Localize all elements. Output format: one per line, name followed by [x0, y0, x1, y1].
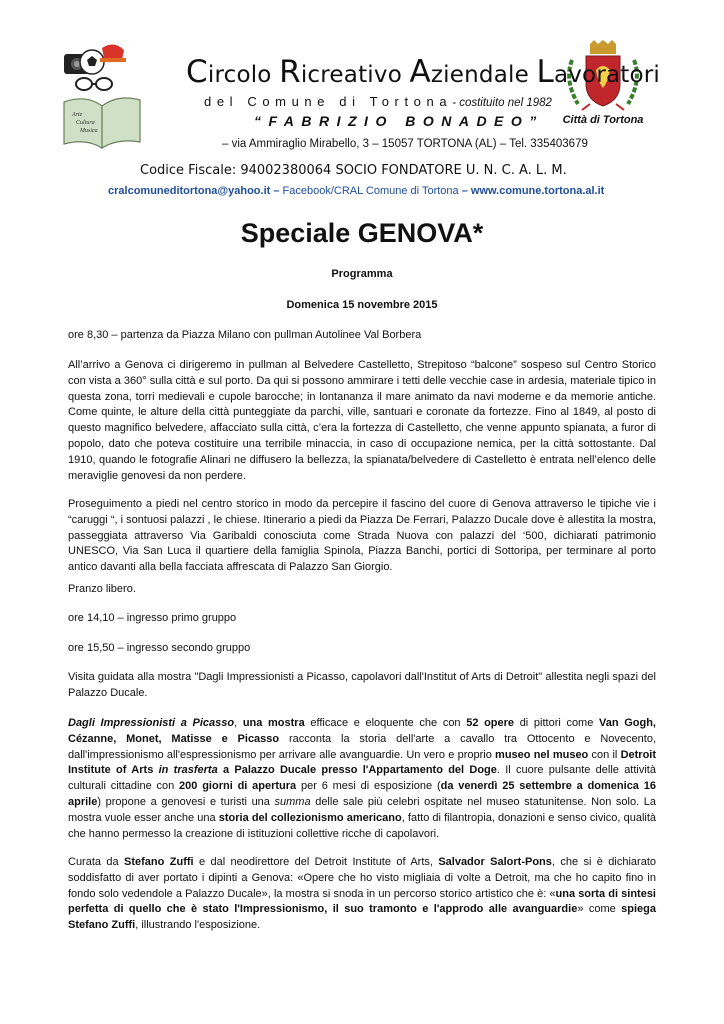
- text-run: ) propone a genovesi e turisti una: [97, 795, 275, 808]
- entry-second-group: ore 15,50 – ingresso secondo gruppo: [68, 642, 251, 654]
- title-cap-1: C: [186, 54, 208, 90]
- facebook-link[interactable]: Facebook/CRAL Comune di Tortona: [282, 185, 459, 197]
- title-rest-3: ziendale: [430, 62, 537, 88]
- text-run: efficace e eloquente che con: [304, 717, 467, 729]
- page-title: Speciale GENOVA*: [240, 218, 484, 248]
- text-run: Van Gogh, Cézanne, Monet, Matisse e Picasso: [68, 717, 656, 745]
- title-cap-4: L: [536, 54, 554, 90]
- lunch-line: Pranzo libero.: [68, 583, 136, 595]
- org-address: – via Ammiraglio Mirabello, 3 – 15057 TORTONA (AL) – Tel. 335403679: [222, 138, 588, 150]
- title-cap-2: R: [279, 54, 301, 90]
- logo-text-2: Cultura: [76, 120, 95, 126]
- text-run: e dal neodirettore del Detroit Institute of Arts,: [193, 856, 439, 868]
- cral-logo: [58, 40, 148, 152]
- text-run: » come: [577, 903, 622, 916]
- paragraph-visit: Visita guidata alla mostra "Dagli Impressionisti a Picasso, capolavori dall'Institut of Arts di Detroit" allestita negli spazi del Palazzo Ducale.: [68, 671, 656, 699]
- paragraph-walk: Proseguimento a piedi nel centro storico in modo da percepire il fascino del cuore di Genova attraverso le tipiche vie i “caruggi “, i sontuosi palazzi , le chiese. Itinerario a piedi da Piazza De Ferrari, Palazzo Ducale dove è allestita la mostra, passeggiata attraverso Via Garibaldi conosciuta come Strada Nuova con palazzi del ‘500, dichiarati patrimonio UNESCO, Via San Luca il quartiere della famiglia Spinola, Piazza Banchi, portici di Sottoripa, per terminare al porto antico davanti alla bella facciata affrescata di Palazzo San Giorgio.: [68, 498, 656, 574]
- contacts-line: [108, 185, 604, 197]
- text-run: delle sale più celebri ospitate nel museo statunitense. Non solo. La mostra vuole esser anche una: [68, 795, 656, 824]
- text-run: spiega Stefano Zuffi: [68, 903, 656, 932]
- fiscal-code: Codice Fiscale: 94002380064 SOCIO FONDATORE U. N. C. A. L. M.: [140, 163, 567, 178]
- text-run: Salvador Salort-Pons: [438, 856, 552, 868]
- text-run: in trasferta: [158, 764, 218, 777]
- text-run: . Il cuore pulsante delle attività culturali cittadine con: [68, 764, 656, 793]
- text-run: museo nel museo: [495, 748, 589, 761]
- text-run: Curata da: [68, 856, 125, 868]
- text-run: , illustrando l'esposizione.: [135, 919, 261, 932]
- title-cap-3: A: [409, 54, 431, 90]
- text-run: 52 opere: [466, 717, 515, 729]
- text-run: storia del collezionismo americano: [218, 811, 402, 824]
- sep-2: –: [458, 185, 471, 197]
- text-run: con il: [588, 748, 621, 761]
- subtitle-note: - costituito nel 1982: [452, 97, 552, 109]
- text-run: ,: [234, 717, 243, 729]
- text-run: , che si è dichiarato soddisfatto di aver portato i dipinti a Genova: «Opere che ho visto migliaia di volte a Detroit, ma che ho capito fino in fondo solo vedendole a Palazzo Ducale», la mostra si snoda in un percorso storico artistico che è: «: [68, 856, 656, 900]
- text-run: di pittori come: [514, 717, 599, 729]
- title-rest-1: ircolo: [207, 62, 280, 88]
- title-rest-4: avoratori: [553, 62, 661, 88]
- text-run: , fatto di filantropia, donazioni e senso civico, qualità che hanno permesso la creazione di istituzioni collettive ricche di capolavori.: [68, 811, 657, 840]
- text-run: 200 giorni di apertura: [179, 780, 297, 793]
- show-title: Dagli Impressionisti a Picasso: [68, 717, 235, 729]
- text-run: da venerdì 25 settembre a domenica 16 aprile: [68, 780, 656, 808]
- event-date: Domenica 15 novembre 2015: [286, 299, 438, 311]
- logo-text-3: Musica: [80, 128, 98, 134]
- city-label: Città di Tortona: [562, 114, 644, 126]
- program-label: Programma: [331, 268, 393, 280]
- entry-first-group: ore 14,10 – ingresso primo gruppo: [68, 612, 237, 624]
- text-run: Stefano Zuffi: [124, 856, 194, 868]
- text-run: una mostra: [242, 717, 305, 729]
- org-dedication: “FABRIZIO BONADEO”: [254, 113, 544, 129]
- subtitle-text: del Comune di Tortona: [204, 94, 453, 109]
- text-run: una sorta di sintesi perfetta di quello che è stato l'Impressionismo, il suo tramonto e l'approdo alle avanguardie: [68, 887, 656, 916]
- text-run: a Palazzo Ducale presso l'Appartamento del Doge: [217, 764, 497, 777]
- website-link[interactable]: www.comune.tortona.al.it: [470, 185, 605, 197]
- paragraph-arrival: All’arrivo a Genova ci dirigeremo in pullman al Belvedere Castelletto, Strepitoso “balcone” sospeso sul Centro Storico con vista a 360° sulla città e sul porto. Da qui si possono ammirare i tetti delle vecchie case in ardesia, materiale tipico in questa zona, torri medievali e cupole barocche; in lontananza il mare animato da navi moderne e da memorie antiche. Come quinte, le alture della città punteggiate da parchi, ville, santuari e coronate da fortezze. Fino al 1849, al posto di questo magnifico belvedere, affacciato sulla città, c’era la fortezza di Castelletto, che venne appunto spianata, a furor di popolo, dato che poteva costituire una terribile minaccia, in caso di occupazione nemica, per la città sottostante. Dal 1910, quando le fotografie Alinari ne diffusero la bellezza, la spianata/belvedere di Castelletto è entrata nell’elenco delle meraviglie genovesi da non perdere.: [68, 359, 656, 482]
- paragraph-curator: [68, 855, 656, 934]
- text-run: racconta la storia dell'arte a cavallo tra Ottocento e Novecento, dall'impressionismo all'espressionismo per arrivare alle avanguardie. Un vero e proprio: [68, 732, 656, 761]
- text-run: summa: [274, 795, 311, 808]
- text-run: per 6 mesi di esposizione (: [296, 780, 441, 793]
- org-subtitle: [204, 94, 552, 109]
- sep-1: –: [270, 185, 283, 197]
- org-title: [186, 54, 660, 90]
- title-rest-2: icreativo: [300, 62, 410, 88]
- email-link[interactable]: cralcomuneditortona@yahoo.it: [108, 185, 271, 197]
- text-run: Detroit Institute of Arts: [68, 748, 657, 777]
- logo-text-1: Arte: [72, 112, 83, 118]
- departure-line: ore 8,30 – partenza da Piazza Milano con pullman Autolinee Val Borbera: [68, 329, 422, 341]
- paragraph-exhibition: [68, 716, 656, 842]
